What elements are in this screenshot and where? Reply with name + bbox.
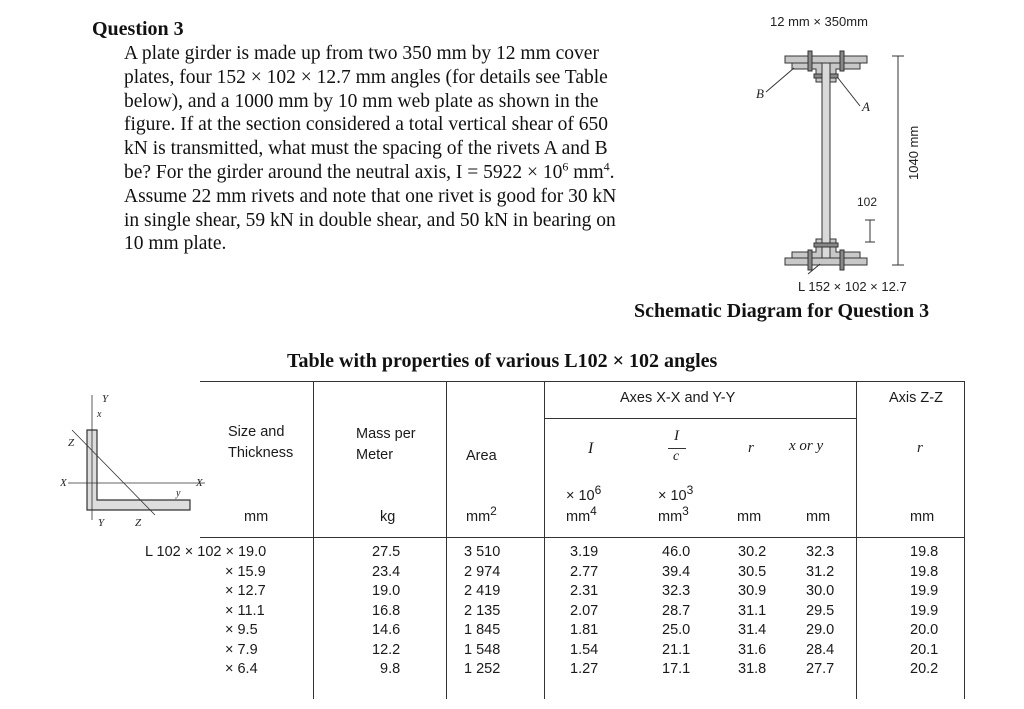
- diagram-caption: Schematic Diagram for Question 3: [634, 300, 930, 322]
- table-cell: 31.6: [738, 641, 767, 658]
- table-cell: × 7.9: [225, 641, 258, 658]
- icon-z-bottom: Z: [135, 517, 142, 529]
- table-cell: 28.7: [662, 602, 691, 619]
- table-cell: 1.81: [570, 622, 599, 638]
- table-cell: 12.2: [372, 641, 401, 658]
- dim-102-label: 102: [857, 195, 878, 209]
- table-cell: 2.31: [570, 583, 599, 599]
- leader-b: [766, 68, 794, 92]
- table-cell: 27.7: [806, 661, 835, 677]
- header-rz: r: [917, 440, 923, 456]
- rivet-bottom: [808, 250, 812, 270]
- table-cell: 32.3: [806, 544, 835, 560]
- unit-r: mm: [737, 509, 762, 525]
- top-left-angle: [792, 63, 822, 82]
- table-cell: 19.9: [910, 583, 939, 599]
- table-cell: 14.6: [372, 622, 401, 638]
- table-cell: 9.8: [380, 661, 401, 677]
- table-cell: 19.0: [372, 583, 401, 599]
- angle-section-icon: [60, 390, 210, 530]
- unit-area: $mm^2$: [466, 504, 497, 525]
- icon-x-left: X: [60, 477, 67, 489]
- leader-a: [838, 78, 860, 106]
- label-b: B: [756, 86, 764, 101]
- table-cell: 25.0: [662, 622, 691, 638]
- group-axis-zz: Axis Z-Z: [889, 390, 943, 406]
- table-cell: 20.2: [910, 661, 939, 677]
- question-line: kN is transmitted, what must the spacing of the rivets A and B: [124, 138, 608, 160]
- table-cell: 31.4: [738, 622, 767, 638]
- question-line: in single shear, 59 kN in double shear, and 50 kN in bearing on: [124, 209, 616, 231]
- header-xy: x or y: [789, 438, 824, 454]
- header-Ic-den: c: [673, 449, 680, 464]
- table-cell: 3 510: [464, 544, 501, 560]
- icon-y-top: Y: [102, 393, 109, 405]
- icon-x-right: X: [196, 477, 203, 489]
- unit-size: mm: [244, 509, 269, 525]
- table-cell: × 6.4: [225, 661, 258, 677]
- table-cell: × 15.9: [225, 563, 266, 580]
- table-cell: × 12.7: [225, 583, 266, 599]
- icon-y-bottom: Y: [98, 517, 105, 529]
- table-cell: 19.8: [910, 563, 939, 580]
- unit-mass: kg: [380, 509, 396, 525]
- col-I: [570, 543, 598, 680]
- icon-z-left: Z: [68, 437, 75, 449]
- question-line: figure. If at the section considered a total vertical shear of 650: [124, 114, 609, 136]
- table-cell: 29.5: [806, 602, 835, 619]
- bottom-right-angle: [830, 239, 860, 258]
- group-rule: [544, 418, 856, 419]
- question-line-inertia: [124, 161, 714, 185]
- col-area: [464, 543, 500, 680]
- cover-plate-label: 12 mm × 350mm: [770, 14, 868, 29]
- mult-Ic: × $10^3$: [658, 483, 694, 504]
- table-cell: 2 419: [464, 583, 501, 599]
- table-cell: 21.1: [662, 641, 691, 658]
- table-cell: 2 974: [464, 563, 501, 580]
- col-r: [738, 543, 766, 680]
- table-cell: 30.9: [738, 583, 767, 599]
- header-Ic-num: I: [674, 428, 679, 444]
- question-title: Question 3: [92, 18, 184, 40]
- table-header-rule: [200, 537, 964, 538]
- unit-xy: mm: [806, 509, 831, 525]
- unit-rz: mm: [910, 509, 935, 525]
- girder-diagram: [720, 8, 960, 298]
- header-size-2: Thickness: [228, 445, 294, 461]
- height-label: 1040 mm: [906, 125, 921, 180]
- table-cell: 2.77: [570, 563, 599, 580]
- table-cell: 1.27: [570, 661, 599, 677]
- inertia-exp-2: 4: [603, 159, 610, 174]
- question-line: plates, four 152 × 102 × 12.7 mm angles (for details see Table: [124, 66, 608, 88]
- bottom-left-angle: [792, 239, 822, 258]
- rivet-bottom-2: [840, 250, 844, 270]
- col-rz: [910, 543, 938, 680]
- rivet-a-bottom: [814, 243, 838, 247]
- table-cell: 30.5: [738, 563, 767, 580]
- group-axes-xx: Axes X-X and Y-Y: [620, 390, 736, 406]
- table-cell: 29.0: [806, 622, 835, 638]
- table-cell: L 102 × 102 × 19.0: [145, 544, 267, 560]
- web-plate: [822, 63, 830, 258]
- col-Ic: [662, 543, 690, 680]
- table-cell: 2 135: [464, 602, 501, 619]
- header-area: Area: [466, 448, 497, 464]
- header-mass-2: Meter: [356, 447, 394, 463]
- rivet-b-top-2: [840, 51, 844, 71]
- inertia-end: .: [609, 161, 615, 183]
- header-r: r: [748, 440, 754, 456]
- table-cell: 46.0: [662, 544, 691, 560]
- col-size: [145, 543, 266, 680]
- table-cell: 2.07: [570, 602, 599, 619]
- table-cell: 31.2: [806, 563, 835, 580]
- table-cell: 19.9: [910, 602, 939, 619]
- top-cover-plate: [785, 56, 867, 63]
- question-body: [124, 42, 714, 256]
- question-line: Assume 22 mm rivets and note that one rivet is good for 30 kN: [124, 185, 617, 207]
- question-line: 10 mm plate.: [124, 233, 227, 255]
- table-cell: 23.4: [372, 563, 401, 580]
- top-right-angle: [830, 63, 860, 82]
- table-cell: 30.0: [806, 583, 835, 599]
- table-cell: 28.4: [806, 641, 835, 658]
- bottom-cover-plate: [785, 258, 867, 265]
- label-a: A: [862, 99, 870, 114]
- inertia-unit: mm: [568, 161, 604, 183]
- table-cell: 20.1: [910, 641, 939, 658]
- icon-x-small: x: [97, 409, 102, 420]
- table-cell: × 9.5: [225, 622, 258, 638]
- inertia-text: be? For the girder around the neutral axis, I = 5922 × 10: [124, 161, 563, 183]
- table-cell: 27.5: [372, 544, 401, 560]
- icon-y-small: y: [176, 488, 181, 499]
- rivet-b-top: [808, 51, 812, 71]
- mult-I: × $10^6$: [566, 483, 602, 504]
- table-cell: 1.54: [570, 641, 599, 658]
- question-line: A plate girder is made up from two 350 mm by 12 mm cover: [124, 43, 599, 64]
- table-cell: 39.4: [662, 563, 691, 580]
- table-cell: 30.2: [738, 544, 767, 560]
- table-top-rule: [200, 381, 964, 382]
- table-cell: 32.3: [662, 583, 691, 599]
- header-mass-1: Mass per: [356, 426, 416, 442]
- table-cell: 1 252: [464, 661, 501, 677]
- table-cell: 31.8: [738, 661, 767, 677]
- col-xy: [806, 543, 834, 680]
- table-cell: 3.19: [570, 544, 599, 560]
- angle-size-label: L 152 × 102 × 12.7: [798, 279, 907, 294]
- table-cell: 1 845: [464, 622, 501, 638]
- inertia-exp-1: 6: [562, 159, 569, 174]
- table-caption: Table with properties of various L102 × 102 angles: [287, 350, 718, 372]
- table-cell: 31.1: [738, 602, 767, 619]
- table-cell: × 11.1: [225, 602, 265, 619]
- table-cell: 16.8: [372, 602, 401, 619]
- col-mass: [372, 543, 400, 680]
- unit-I: $mm^4$: [566, 504, 597, 525]
- table-cell: 1 548: [464, 641, 501, 658]
- header-I: I: [588, 440, 594, 457]
- table-cell: 20.0: [910, 622, 939, 638]
- unit-Ic: $mm^3$: [658, 504, 689, 525]
- table-cell: 19.8: [910, 544, 939, 560]
- question-line: below), and a 1000 mm by 10 mm web plate as shown in the: [124, 90, 599, 112]
- header-size-1: Size and: [228, 424, 285, 440]
- table-cell: 17.1: [662, 661, 691, 677]
